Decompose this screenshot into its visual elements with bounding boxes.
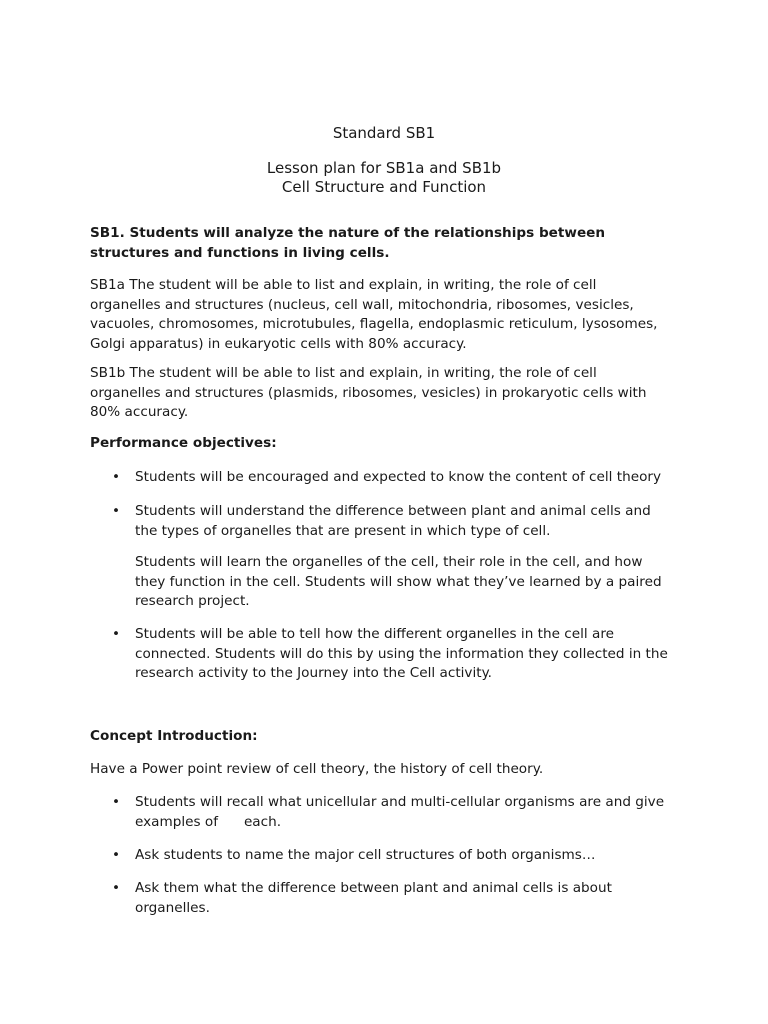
concept-item-line: organelles. xyxy=(135,899,210,916)
concept-item-line: Ask them what the difference between plant and animal cells is about xyxy=(135,880,612,896)
performance-heading: Performance objectives: xyxy=(90,435,277,451)
sb1-statement-line: SB1. Students will analyze the nature of the relationships between xyxy=(90,225,606,241)
concept-intro: Have a Power point review of cell theory, the history of cell theory. xyxy=(90,761,544,777)
sb1a-paragraph xyxy=(90,276,690,354)
sb1a-line: organelles and structures (nucleus, cell wall, mitochondria, ribosomes, vesicles, xyxy=(90,296,634,313)
performance-item-line: research activity to the Journey into the Cell activity. xyxy=(135,665,493,681)
sb1b-line: SB1b The student will be able to list and explain, in writing, the role of cell xyxy=(90,365,597,381)
sb1a-line: vacuoles, chromosomes, microtubules, flagella, endoplasmic reticulum, lysosomes, xyxy=(90,316,658,332)
standard-title: Standard SB1 xyxy=(332,124,436,142)
performance-item-text xyxy=(135,625,695,684)
sb1-statement xyxy=(90,224,690,263)
lesson-plan-title: Lesson plan for SB1a and SB1b xyxy=(266,159,502,177)
concept-item-text xyxy=(135,846,695,866)
concept-item-line: Ask students to name the major cell structures of both organisms… xyxy=(135,847,596,863)
concept-item-line: Students will recall what unicellular and multi-cellular organisms are and give xyxy=(135,794,665,810)
bullet-icon: • xyxy=(112,626,121,642)
bullet-icon: • xyxy=(112,880,121,896)
concept-heading: Concept Introduction: xyxy=(90,728,258,744)
sb1b-line: organelles and structures (plasmids, ribosomes, vesicles) in prokaryotic cells with xyxy=(90,384,647,401)
performance-paragraph-line: they function in the cell. Students will show what they’ve learned by a paired xyxy=(135,573,662,590)
bullet-icon: • xyxy=(112,794,121,810)
concept-item-text xyxy=(135,879,695,918)
sb1a-line: SB1a The student will be able to list and explain, in writing, the role of cell xyxy=(90,277,597,293)
performance-item-line: Students will be able to tell how the different organelles in the cell are xyxy=(135,626,614,642)
performance-item-line: Students will understand the difference between plant and animal cells and xyxy=(135,503,651,519)
sb1b-line: 80% accuracy. xyxy=(90,404,189,420)
sb1a-line: Golgi apparatus) in eukaryotic cells with 80% accuracy. xyxy=(90,335,467,352)
concept-item-text xyxy=(135,793,695,832)
performance-paragraph-line: research project. xyxy=(135,593,250,609)
performance-item-text xyxy=(135,468,695,488)
bullet-icon: • xyxy=(112,847,121,863)
performance-paragraph-line: Students will learn the organelles of the cell, their role in the cell, and how xyxy=(135,554,643,570)
performance-item-text xyxy=(135,502,695,541)
performance-item-line: connected. Students will do this by using the information they collected in the xyxy=(135,645,668,662)
bullet-icon: • xyxy=(112,503,121,519)
topic-title: Cell Structure and Function xyxy=(281,178,487,196)
performance-item-line: Students will be encouraged and expected to know the content of cell theory xyxy=(135,469,662,485)
sb1-statement-line: structures and functions in living cells. xyxy=(90,244,390,261)
concept-item-line: examples of each. xyxy=(135,813,282,830)
bullet-icon: • xyxy=(112,469,121,485)
performance-item-line: the types of organelles that are present in which type of cell. xyxy=(135,522,551,539)
performance-paragraph xyxy=(135,553,695,612)
sb1b-paragraph xyxy=(90,364,690,423)
